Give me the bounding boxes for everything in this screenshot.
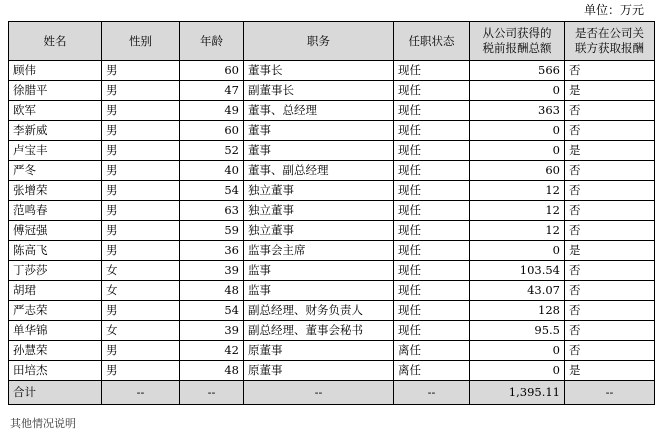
cell-compensation: 0 <box>470 81 565 101</box>
cell-name: 李新威 <box>9 121 102 141</box>
cell-compensation: 363 <box>470 101 565 121</box>
header-compensation-line2: 税前报酬总额 <box>482 41 552 55</box>
total-position: -- <box>244 381 394 405</box>
cell-position: 原董事 <box>244 341 394 361</box>
cell-name: 田培杰 <box>9 361 102 381</box>
cell-position: 独立董事 <box>244 221 394 241</box>
cell-gender: 男 <box>102 341 180 361</box>
total-gender: -- <box>102 381 180 405</box>
cell-position: 董事长 <box>244 61 394 81</box>
cell-compensation: 0 <box>470 361 565 381</box>
cell-related-party: 是 <box>565 81 655 101</box>
cell-gender: 男 <box>102 121 180 141</box>
cell-age: 47 <box>180 81 244 101</box>
table-row <box>9 361 655 381</box>
table-row <box>9 101 655 121</box>
cell-related-party: 否 <box>565 121 655 141</box>
total-label: 合计 <box>9 381 102 405</box>
cell-status: 现任 <box>394 81 470 101</box>
cell-compensation: 60 <box>470 161 565 181</box>
cell-name: 张增荣 <box>9 181 102 201</box>
table-row <box>9 301 655 321</box>
table-row <box>9 181 655 201</box>
cell-gender: 男 <box>102 81 180 101</box>
cell-status: 现任 <box>394 121 470 141</box>
table-row <box>9 261 655 281</box>
cell-name: 单华锦 <box>9 321 102 341</box>
cell-name: 严志荣 <box>9 301 102 321</box>
cell-age: 54 <box>180 301 244 321</box>
header-age: 年龄 <box>180 22 244 61</box>
cell-related-party: 否 <box>565 341 655 361</box>
cell-compensation: 566 <box>470 61 565 81</box>
cell-position: 董事 <box>244 121 394 141</box>
cell-status: 现任 <box>394 241 470 261</box>
header-related-line2: 联方获取报酬 <box>575 41 644 55</box>
cell-related-party: 是 <box>565 241 655 261</box>
cell-age: 48 <box>180 361 244 381</box>
cell-compensation: 12 <box>470 221 565 241</box>
cell-gender: 男 <box>102 221 180 241</box>
table-row <box>9 81 655 101</box>
cell-status: 现任 <box>394 141 470 161</box>
cell-compensation: 95.5 <box>470 321 565 341</box>
cell-gender: 男 <box>102 201 180 221</box>
cell-gender: 男 <box>102 61 180 81</box>
cell-name: 胡珺 <box>9 281 102 301</box>
cell-gender: 男 <box>102 301 180 321</box>
cell-status: 现任 <box>394 301 470 321</box>
cell-age: 59 <box>180 221 244 241</box>
cell-related-party: 否 <box>565 221 655 241</box>
cell-age: 60 <box>180 121 244 141</box>
total-age: -- <box>180 381 244 405</box>
cell-name: 丁莎莎 <box>9 261 102 281</box>
cell-status: 现任 <box>394 101 470 121</box>
cell-age: 42 <box>180 341 244 361</box>
header-related-line1: 是否在公司关 <box>575 26 644 40</box>
cell-name: 傅冠强 <box>9 221 102 241</box>
cell-gender: 男 <box>102 181 180 201</box>
table-row <box>9 341 655 361</box>
cell-related-party: 是 <box>565 361 655 381</box>
table-row <box>9 141 655 161</box>
cell-compensation: 0 <box>470 241 565 261</box>
cell-position: 董事 <box>244 141 394 161</box>
cell-status: 现任 <box>394 61 470 81</box>
cell-related-party: 否 <box>565 261 655 281</box>
cell-age: 39 <box>180 321 244 341</box>
table-row <box>9 61 655 81</box>
cell-name: 陈高飞 <box>9 241 102 261</box>
cell-compensation: 0 <box>470 121 565 141</box>
cell-position: 副总经理、董事会秘书 <box>244 321 394 341</box>
cell-position: 监事会主席 <box>244 241 394 261</box>
cell-related-party: 否 <box>565 201 655 221</box>
cell-compensation: 0 <box>470 341 565 361</box>
cell-age: 39 <box>180 261 244 281</box>
cell-related-party: 否 <box>565 61 655 81</box>
table-row <box>9 221 655 241</box>
cell-age: 36 <box>180 241 244 261</box>
cell-gender: 男 <box>102 141 180 161</box>
cell-age: 40 <box>180 161 244 181</box>
cell-related-party: 否 <box>565 281 655 301</box>
header-related-party <box>565 22 655 61</box>
cell-name: 卢宝丰 <box>9 141 102 161</box>
cell-compensation: 103.54 <box>470 261 565 281</box>
table-row <box>9 281 655 301</box>
cell-status: 现任 <box>394 201 470 221</box>
cell-age: 54 <box>180 181 244 201</box>
cell-related-party: 否 <box>565 321 655 341</box>
cell-compensation: 43.07 <box>470 281 565 301</box>
cell-status: 现任 <box>394 221 470 241</box>
cell-age: 60 <box>180 61 244 81</box>
cell-name: 孙慧荣 <box>9 341 102 361</box>
cell-age: 63 <box>180 201 244 221</box>
header-status: 任职状态 <box>394 22 470 61</box>
cell-gender: 男 <box>102 361 180 381</box>
cell-related-party: 否 <box>565 181 655 201</box>
cell-compensation: 128 <box>470 301 565 321</box>
cell-compensation: 12 <box>470 201 565 221</box>
table-row <box>9 201 655 221</box>
cell-position: 原董事 <box>244 361 394 381</box>
cell-gender: 女 <box>102 321 180 341</box>
cell-name: 严冬 <box>9 161 102 181</box>
cell-position: 董事、总经理 <box>244 101 394 121</box>
cell-related-party: 否 <box>565 101 655 121</box>
cell-age: 49 <box>180 101 244 121</box>
cell-status: 现任 <box>394 181 470 201</box>
cell-gender: 女 <box>102 261 180 281</box>
header-position: 职务 <box>244 22 394 61</box>
table-row <box>9 121 655 141</box>
total-compensation: 1,395.11 <box>470 381 565 405</box>
cell-position: 独立董事 <box>244 201 394 221</box>
cell-status: 现任 <box>394 281 470 301</box>
total-related: -- <box>565 381 655 405</box>
cell-age: 48 <box>180 281 244 301</box>
cell-gender: 男 <box>102 101 180 121</box>
compensation-table <box>8 21 655 405</box>
header-compensation-line1: 从公司获得的 <box>482 26 552 40</box>
total-row <box>9 381 655 405</box>
cell-gender: 男 <box>102 241 180 261</box>
cell-position: 副董事长 <box>244 81 394 101</box>
cell-status: 现任 <box>394 321 470 341</box>
total-status: -- <box>394 381 470 405</box>
table-row <box>9 241 655 261</box>
header-gender: 性别 <box>102 22 180 61</box>
cell-name: 顾伟 <box>9 61 102 81</box>
cell-status: 离任 <box>394 361 470 381</box>
cell-position: 监事 <box>244 261 394 281</box>
cell-name: 范鸣春 <box>9 201 102 221</box>
cell-gender: 女 <box>102 281 180 301</box>
header-name: 姓名 <box>9 22 102 61</box>
footnote: 其他情况说明 <box>10 417 76 430</box>
cell-gender: 男 <box>102 161 180 181</box>
cell-position: 监事 <box>244 281 394 301</box>
cell-position: 董事、副总经理 <box>244 161 394 181</box>
header-compensation <box>470 22 565 61</box>
cell-name: 欧军 <box>9 101 102 121</box>
cell-compensation: 12 <box>470 181 565 201</box>
unit-label: 单位：万元 <box>583 3 644 17</box>
table-row <box>9 161 655 181</box>
cell-position: 副总经理、财务负责人 <box>244 301 394 321</box>
table-row <box>9 321 655 341</box>
cell-name: 徐腊平 <box>9 81 102 101</box>
cell-related-party: 否 <box>565 161 655 181</box>
cell-status: 离任 <box>394 341 470 361</box>
cell-related-party: 否 <box>565 301 655 321</box>
cell-status: 现任 <box>394 161 470 181</box>
table-header-row <box>9 22 655 61</box>
cell-compensation: 0 <box>470 141 565 161</box>
cell-age: 52 <box>180 141 244 161</box>
cell-status: 现任 <box>394 261 470 281</box>
cell-related-party: 是 <box>565 141 655 161</box>
cell-position: 独立董事 <box>244 181 394 201</box>
